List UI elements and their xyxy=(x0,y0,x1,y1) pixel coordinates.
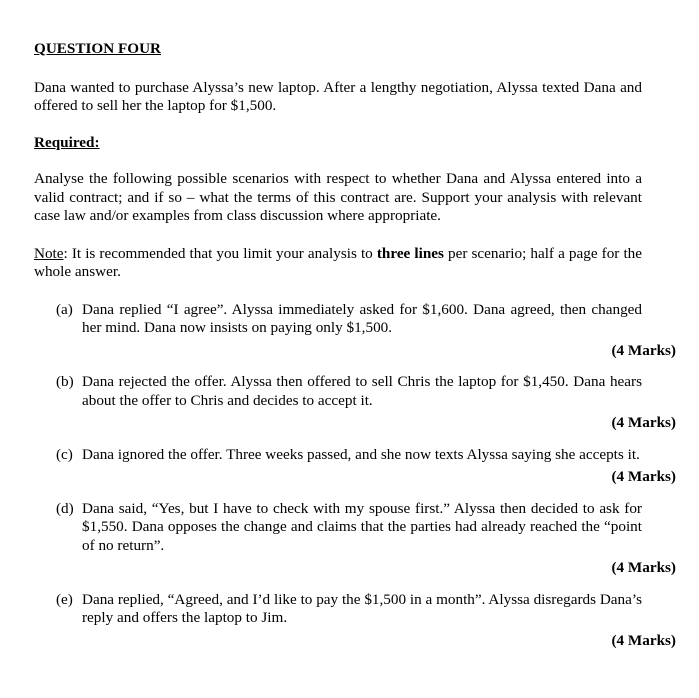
marks-label: (4 Marks) xyxy=(611,341,676,359)
note-text-before: : It is recommended that you limit your analysis to xyxy=(63,244,377,262)
scenario-text: Dana replied, “Agreed, and I’d like to pay the $1,500 in a month”. Alyssa disregards Dana’s reply and offers the laptop to Jim. xyxy=(82,590,642,626)
scenario-letter: (b) xyxy=(56,373,74,390)
required-heading: Required: xyxy=(34,133,100,151)
scenario-text: Dana said, “Yes, but I have to check with my spouse first.” Alyssa then decided to ask for $1,550. Dana opposes the change and claims that the parties had already reached the “point of no return”. xyxy=(82,499,642,554)
document-page xyxy=(34,40,676,663)
note-label: Note xyxy=(34,244,64,262)
scenario-letter: (d) xyxy=(56,499,74,517)
marks-label: (4 Marks) xyxy=(611,468,676,485)
intro-paragraph: Dana wanted to purchase Alyssa’s new laptop. After a lengthy negotiation, Alyssa texted Dana and offered to sell her the laptop for $1,500. xyxy=(34,78,642,114)
scenario-b xyxy=(56,373,676,433)
note-text-after: per scenario; half a page for the whole answer. xyxy=(34,244,642,280)
note-paragraph xyxy=(34,245,642,282)
scenario-e xyxy=(56,591,676,651)
analyse-paragraph: Analyse the following possible scenarios with respect to whether Dana and Alyssa entered into a valid contract; and if so – what the terms of this contract are. Support your analysis with relevant case law and/or examples from class discussion where appropriate. xyxy=(34,170,642,224)
scenario-a xyxy=(56,301,676,361)
scenario-text: Dana ignored the offer. Three weeks passed, and she now texts Alyssa saying she accepts it. xyxy=(82,445,640,463)
scenario-letter: (c) xyxy=(56,445,73,463)
scenario-c xyxy=(56,446,676,487)
scenario-d xyxy=(56,500,676,578)
question-title: QUESTION FOUR xyxy=(34,40,162,57)
scenario-letter: (a) xyxy=(56,300,73,318)
scenario-list xyxy=(56,301,676,651)
marks-label: (4 Marks) xyxy=(611,414,676,431)
scenario-letter: (e) xyxy=(56,590,73,608)
marks-label: (4 Marks) xyxy=(611,631,676,649)
scenario-text: Dana replied “I agree”. Alyssa immediately asked for $1,600. Dana agreed, then changed her mind. Dana now insists on paying only $1,500. xyxy=(82,300,642,336)
note-bold-text: three lines xyxy=(376,244,444,262)
scenario-text: Dana rejected the offer. Alyssa then offered to sell Chris the laptop for $1,450. Dana hears about the offer to Chris and decides to accept it. xyxy=(82,373,642,409)
marks-label: (4 Marks) xyxy=(611,559,676,576)
